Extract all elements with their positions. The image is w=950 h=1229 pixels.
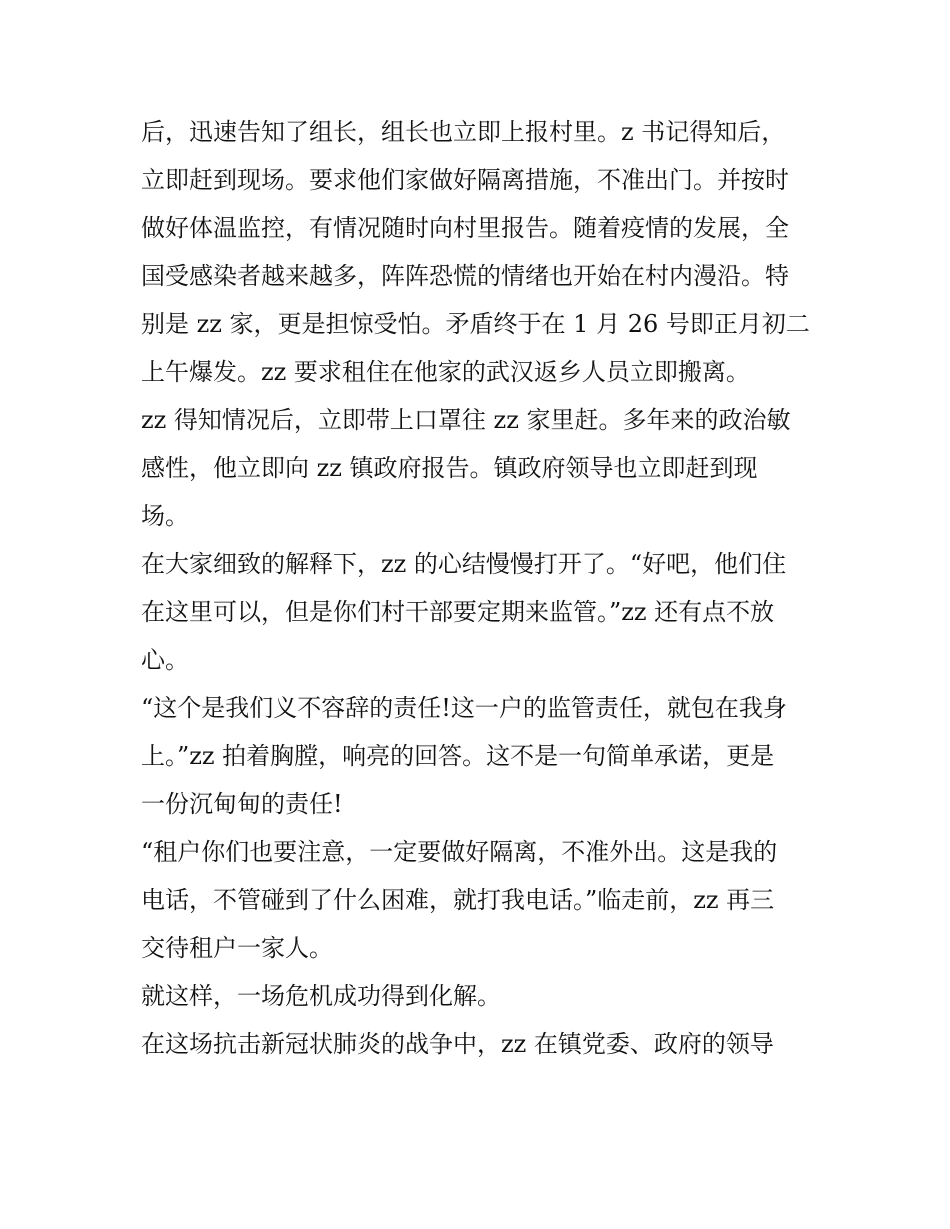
- text-line: 心。: [141, 646, 189, 674]
- text-line: 感性，他立即向 zz 镇政府报告。镇政府领导也立即赶到现: [141, 454, 758, 482]
- text-line: 在这场抗击新冠状肺炎的战争中，zz 在镇党委、政府的领导: [141, 1030, 774, 1058]
- text-line: 电话，不管碰到了什么困难，就打我电话。”临走前，zz 再三: [141, 886, 775, 914]
- text-line: 交待租户一家人。: [141, 934, 333, 962]
- text-line: 国受感染者越来越多，阵阵恐慌的情绪也开始在村内漫沿。特: [141, 262, 789, 290]
- document-body-text: [141, 108, 821, 1068]
- text-line: “这个是我们义不容辞的责任!这一户的监管责任，就包在我身: [141, 694, 787, 722]
- text-line: 场。: [141, 502, 189, 530]
- text-line: 上午爆发。zz 要求租住在他家的武汉返乡人员立即搬离。: [141, 358, 750, 386]
- text-line: 后，迅速告知了组长，组长也立即上报村里。z 书记得知后，: [141, 118, 786, 146]
- text-line: 在这里可以，但是你们村干部要定期来监管。”zz 还有点不放: [141, 598, 775, 626]
- text-line: “租户你们也要注意，一定要做好隔离，不准外出。这是我的: [141, 838, 778, 866]
- text-line: 一份沉甸甸的责任!: [141, 790, 343, 818]
- text-line: 在大家细致的解释下，zz 的心结慢慢打开了。“好吧，他们住: [141, 550, 787, 578]
- text-line: 做好体温监控，有情况随时向村里报告。随着疫情的发展，全: [141, 214, 789, 242]
- text-line: 立即赶到现场。要求他们家做好隔离措施，不准出门。并按时: [141, 166, 789, 194]
- text-line: 就这样，一场危机成功得到化解。: [141, 982, 501, 1010]
- text-line: 上。”zz 拍着胸膛，响亮的回答。这不是一句简单承诺，更是: [141, 742, 775, 770]
- text-line: zz 得知情况后，立即带上口罩往 zz 家里赶。多年来的政治敏: [141, 406, 791, 434]
- text-line: 别是 zz 家，更是担惊受怕。矛盾终于在 1 月 26 号即正月初二: [141, 310, 810, 338]
